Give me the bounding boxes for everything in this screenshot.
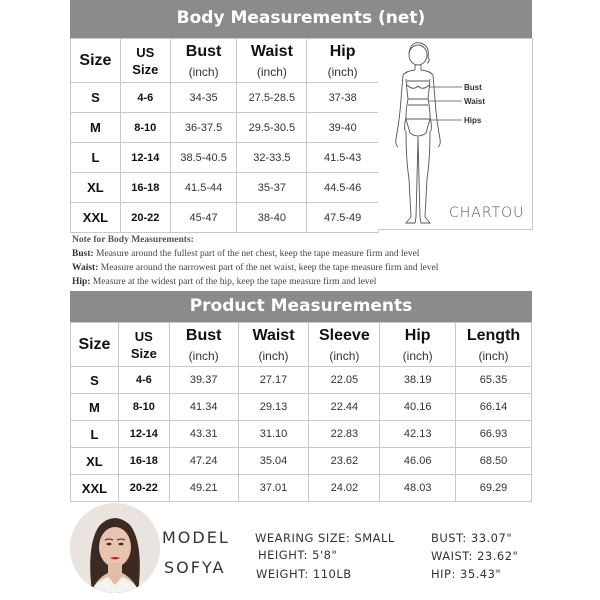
table-row	[71, 394, 532, 421]
value-cell: 45-47	[170, 203, 237, 233]
body-measurements-title: Body Measurements (net)	[70, 0, 532, 38]
header-hip: Hip (inch)	[307, 39, 379, 83]
header-bust: Bust (inch)	[169, 323, 238, 367]
value-cell: 22.44	[309, 394, 380, 421]
model-photo	[70, 503, 160, 593]
note-waist: Waist: Measure around the narrowest part of the net waist, keep the tape measure firm and level	[72, 263, 439, 273]
us-size-cell: 4-6	[118, 367, 169, 394]
value-cell: 38.19	[380, 367, 456, 394]
value-cell: 38-40	[237, 203, 307, 233]
header-hip: Hip (inch)	[380, 323, 456, 367]
header-bust: Bust (inch)	[170, 39, 237, 83]
body-measurements-table	[70, 38, 379, 233]
value-cell: 36-37.5	[170, 113, 237, 143]
value-cell: 35.04	[238, 448, 309, 475]
figure-label-waist: Waist	[464, 97, 486, 106]
value-cell: 35-37	[237, 173, 307, 203]
value-cell: 46.06	[380, 448, 456, 475]
header-us-size: US Size	[120, 39, 170, 83]
us-size-cell: 16-18	[120, 173, 170, 203]
value-cell: 29.5-30.5	[237, 113, 307, 143]
figure-label-hips: Hips	[464, 116, 482, 125]
us-size-cell: 20-22	[118, 475, 169, 502]
value-cell: 66.93	[456, 421, 532, 448]
value-cell: 48.03	[380, 475, 456, 502]
model-weight: WEIGHT: 110LB	[256, 567, 352, 581]
value-cell: 38.5-40.5	[170, 143, 237, 173]
value-cell: 22.05	[309, 367, 380, 394]
notes-title: Note for Body Measurements:	[72, 235, 194, 245]
us-size-cell: 8-10	[118, 394, 169, 421]
size-cell: XXL	[71, 203, 121, 233]
us-size-cell: 4-6	[120, 83, 170, 113]
size-cell: L	[71, 421, 119, 448]
header-size: Size	[71, 39, 121, 83]
model-wearing-size: WEARING SIZE: SMALL	[255, 531, 395, 545]
us-size-cell: 12-14	[120, 143, 170, 173]
model-height: HEIGHT: 5'8"	[258, 548, 338, 562]
measurement-notes	[72, 233, 532, 289]
table-row	[71, 475, 532, 502]
value-cell: 69.29	[456, 475, 532, 502]
us-size-cell: 20-22	[120, 203, 170, 233]
table-row	[71, 421, 532, 448]
table-row	[71, 448, 532, 475]
table-row	[71, 173, 379, 203]
value-cell: 43.31	[169, 421, 238, 448]
table-row	[71, 367, 532, 394]
header-us-size: US Size	[118, 323, 169, 367]
size-cell: L	[71, 143, 121, 173]
value-cell: 49.21	[169, 475, 238, 502]
table-row	[71, 203, 379, 233]
value-cell: 41.5-44	[170, 173, 237, 203]
value-cell: 41.34	[169, 394, 238, 421]
value-cell: 47.5-49	[307, 203, 379, 233]
size-cell: S	[71, 367, 119, 394]
value-cell: 39.37	[169, 367, 238, 394]
table-row	[71, 113, 379, 143]
model-info	[70, 500, 532, 600]
size-cell: XXL	[71, 475, 119, 502]
brand-watermark: CHARTOU	[449, 205, 525, 221]
note-hip: Hip: Measure at the widest part of the hip, keep the tape measure firm and level	[72, 277, 377, 287]
table-row	[71, 143, 379, 173]
value-cell: 27.17	[238, 367, 309, 394]
us-size-cell: 12-14	[118, 421, 169, 448]
value-cell: 42.13	[380, 421, 456, 448]
body-outline-icon	[378, 39, 532, 229]
value-cell: 44.5-46	[307, 173, 379, 203]
size-cell: M	[71, 394, 119, 421]
us-size-cell: 16-18	[118, 448, 169, 475]
value-cell: 22.83	[309, 421, 380, 448]
value-cell: 24.02	[309, 475, 380, 502]
header-waist: Waist (inch)	[237, 39, 307, 83]
us-size-cell: 8-10	[120, 113, 170, 143]
value-cell: 23.62	[309, 448, 380, 475]
note-bust: Bust: Measure around the fullest part of the net chest, keep the tape measure firm and level	[72, 249, 420, 259]
model-hip: HIP: 35.43"	[431, 567, 502, 581]
header-sleeve: Sleeve (inch)	[309, 323, 380, 367]
value-cell: 66.14	[456, 394, 532, 421]
header-length: Length (inch)	[456, 323, 532, 367]
table-row	[71, 83, 379, 113]
value-cell: 34-35	[170, 83, 237, 113]
header-waist: Waist (inch)	[238, 323, 309, 367]
figure-label-bust: Bust	[464, 83, 482, 92]
product-measurements-table	[70, 322, 532, 502]
value-cell: 40.16	[380, 394, 456, 421]
size-cell: XL	[71, 173, 121, 203]
model-label: MODEL	[162, 528, 230, 547]
size-cell: M	[71, 113, 121, 143]
body-figure-illustration	[378, 38, 533, 230]
header-size: Size	[71, 323, 119, 367]
value-cell: 65.35	[456, 367, 532, 394]
product-measurements-title: Product Measurements	[70, 291, 532, 322]
value-cell: 39-40	[307, 113, 379, 143]
value-cell: 27.5-28.5	[237, 83, 307, 113]
size-cell: S	[71, 83, 121, 113]
value-cell: 31.10	[238, 421, 309, 448]
value-cell: 41.5-43	[307, 143, 379, 173]
size-cell: XL	[71, 448, 119, 475]
value-cell: 68.50	[456, 448, 532, 475]
value-cell: 37.01	[238, 475, 309, 502]
value-cell: 37-38	[307, 83, 379, 113]
model-waist: WAIST: 23.62"	[431, 549, 519, 563]
model-name: SOFYA	[164, 558, 226, 577]
model-portrait-icon	[70, 503, 160, 593]
model-bust: BUST: 33.07"	[431, 531, 513, 545]
value-cell: 32-33.5	[237, 143, 307, 173]
value-cell: 29.13	[238, 394, 309, 421]
value-cell: 47.24	[169, 448, 238, 475]
